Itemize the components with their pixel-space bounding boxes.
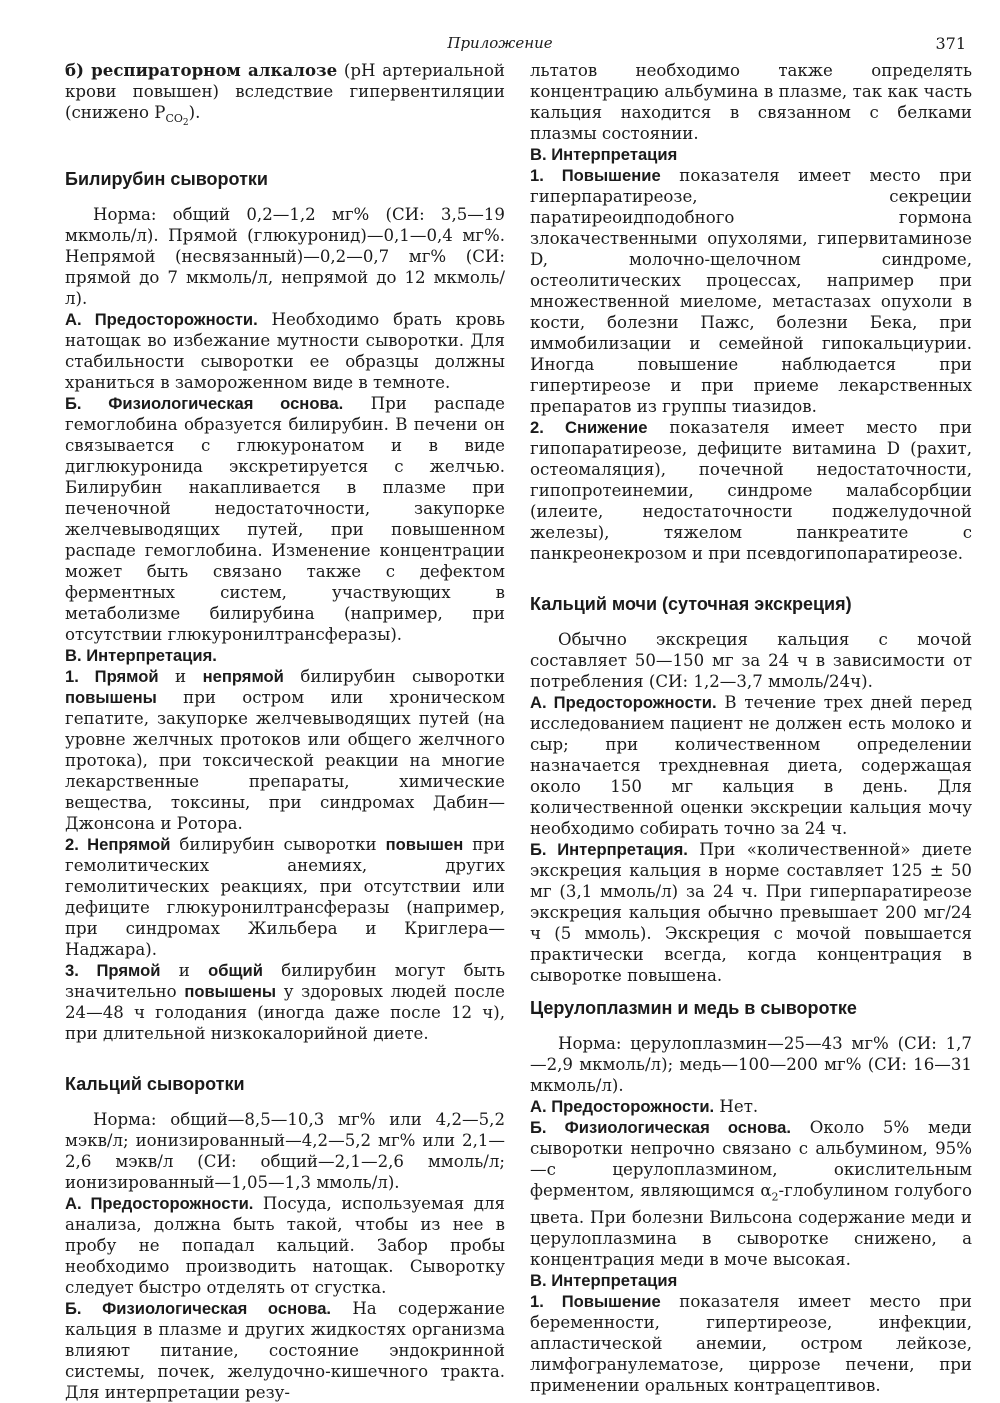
ceruloplasmin-item-1: 1. Повышение показателя имеет место при беременности, гипертиреозе, инфекции, апластической анемии, остром лейкозе, лимфогранулематозе, циррозе печени, при применении оральных контрацептивов. [530,1292,972,1396]
running-header: Приложение [447,34,553,52]
bilirubin-precautions: А. Предосторожности. Необходимо брать кровь натощак во избежание мутности сыворотки. Для стабильности сыворотки ее образцы должны храниться в замороженном виде в темноте. [65,309,505,392]
ceruloplasmin-physiology: Б. Физиологическая основа. Около 5% меди сыворотки непрочно связано с альбумином, 95%—с церулоплазмином, окислительным ферментом, являющимся $\alpha_2$-глобулином голубого цвета. При болезни Вильсона содержание меди и церулоплазмина в сыворотке снижено, а концентрация меди в моче высокая. [530,1118,972,1270]
calcium-item-2: 2. Снижение показателя имеет место при гипопаратиреозе, дефиците витамина D (рахит, остеомаляция), почечной недостаточности, гипопротеинемии, синдроме малабсорбции (илеите, недостаточности поджелудочной железы), тяжелом панкреатите с панкреонекрозом и при псевдогипопаратиреозе. [530,418,972,563]
calcium-item-1: 1. Повышение показателя имеет место при гиперпаратиреозе, секреции паратиреоидподобного гормона злокачественными опухолями, гипервитаминозе D, молочно-щелочном синдроме, остеолитических процессах, например при множественной миеломе, метастазах опухоли в кости, болезни Пажс, болезни Бека, при иммобилизации и семейной гипокальциурии. Иногда повышение наблюдается при гипертиреозе и при приеме лекарственных препаратов из группы тиазидов. [530,166,972,416]
calcium-precautions: А. Предосторожности. Посуда, используемая для анализа, должна быть такой, чтобы из нее в пробу не попадал кальций. Забор пробы необходимо производить натощак. Сыворотку следует быстро отделять от сгустка. [65,1193,505,1297]
urine-calcium-interpretation: Б. Интерпретация. При «количественной» диете экскреция кальция в норме составляет 125 ± 50 мг (3,1 ммоль/л) за 24 ч. При гиперпаратиреозе экскреция кальция обычно превышает 200 мг/24 ч (5 ммоль). Экскреция с мочой повышается практически всегда, когда концентрация в сыворотке повышена. [530,840,972,985]
section-title-urine-calcium: Кальций мочи (суточная экскреция) [530,594,852,614]
ceruloplasmin-interpretation-label: В. Интерпретация [530,1271,678,1291]
urine-calcium-precautions: А. Предосторожности. В течение трех дней перед исследованием пациент не должен есть молоко и сыр; при количественном определении назначается трехдневная диета, содержащая около 150 мг кальция в день. Для количественной оценки экскреции кальция мочу необходимо собирать точно за 24 ч. [530,693,972,838]
bilirubin-item-3: 3. Прямой и общий билирубин могут быть значительно повышены у здоровых людей после 24—48 ч голодания (иногда даже после 12 ч), при длительной низкокалорийной диете. [65,960,506,1043]
ceruloplasmin-norm: Норма: церулоплазмин—25—43 мг% (СИ: 1,7—2,9 мкмоль/л); медь—100—200 мг% (СИ: 16—31 мкмоль/л). [530,1034,972,1095]
page-number: 371 [935,34,966,53]
bilirubin-item-1: 1. Прямой и непрямой билирубин сыворотки повышены при остром или хроническом гепатите, закупорке желчевыводящих путей (на уровне желчных протоков или общего желчного протока), при токсической реакции на многие лекарственные препараты, химические вещества, токсины, при синдромах Дабин—Джонсона и Ротора. [65,666,505,833]
bilirubin-item-2: 2. Непрямой билирубин сыворотки повышен при гемолитических анемиях, других гемолитических реакциях, при отсутствии или дефиците глюкуронилтрансферазы (например, при синдромах Жильбера и Криглера—Наджара). [65,834,505,959]
bilirubin-interpretation-label: В. Интерпретация. [65,645,217,665]
section-title-ceruloplasmin: Церулоплазмин и медь в сыворотке [530,998,857,1018]
bilirubin-physiology: Б. Физиологическая основа. При распаде гемоглобина образуется билирубин. В печени он связывается с глюкуронатом и в виде диглюкуронида экскретируется с желчью. Билирубин накапливается в плазме при печеночной недостаточности, закупорке желчевыводящих путей, при повышенном распаде гемоглобина. Изменение концентрации может быть связано также с дефектом ферментных систем, участвующих в метаболизме билирубина (например, при отсутствии глюкуронилтрансферазы). [65,393,505,644]
section-title-serum-calcium: Кальций сыворотки [65,1073,245,1094]
right-column [530,60,972,1396]
calcium-continuation: льтатов необходимо также определять концентрацию альбумина в плазме, так как часть кальция находится в связанном с белками плазмы состоянии. [530,61,972,143]
ceruloplasmin-precautions: А. Предосторожности. Нет. [530,1097,759,1116]
calcium-physiology: Б. Физиологическая основа. На содержание кальция в плазме и других жидкостях организма влияют питание, состояние эндокринной системы, почек, желудочно-кишечного тракта. Для интерпретации резу- [65,1298,505,1402]
urine-calcium-norm: Обычно экскреция кальция с мочой составляет 50—150 мг за 24 ч в зависимости от потребления (СИ: 1,2—3,7 ммоль/24ч). [530,630,972,691]
calcium-interpretation-label: В. Интерпретация [530,145,678,164]
calcium-norm: Норма: общий—8,5—10,3 мг% или 4,2—5,2 мэкв/л; ионизированный—4,2—5,2 мг% или 2,1—2,6 мэкв/л (СИ: общий—2,1—2,6 ммоль/л; ионизированный—1,05—1,3 ммоль/л). [65,1109,505,1192]
section-title-bilirubin: Билирубин сыворотки [65,168,268,189]
left-column [65,60,505,1403]
intro-paragraph: б) респираторном алкалозе (pH артериальной крови повышен) вследствие гипервентиляции (снижено $P_{CO_2}$). [65,60,505,129]
bilirubin-norm: Норма: общий 0,2—1,2 мг% (СИ: 3,5—19 мкмоль/л). Прямой (глюкуронид)—0,1—0,4 мг%. Непрямой (несвязанный)—0,2—0,7 мг% (СИ: прямой до 7 мкмоль/л, непрямой до 12 мкмоль/л). [65,204,505,308]
